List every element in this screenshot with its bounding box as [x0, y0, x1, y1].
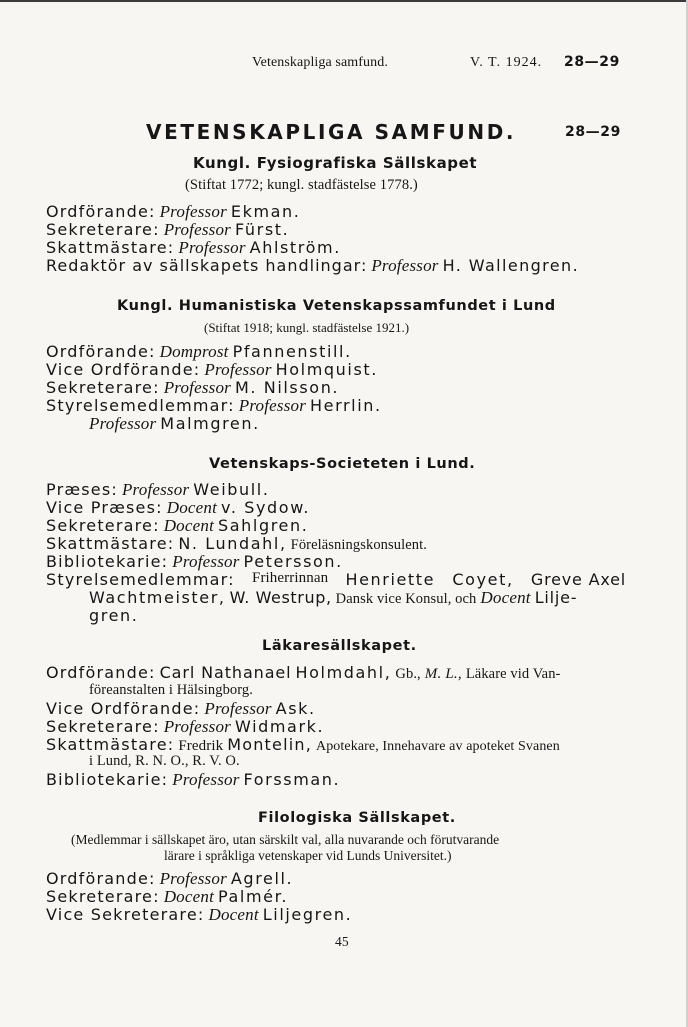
officer-line — [46, 699, 316, 719]
officer-line — [46, 887, 288, 907]
officer-name: Carl Nathanael — [159, 663, 292, 682]
officer-title: Professor — [163, 378, 231, 397]
officer-role: Vice Præses: — [46, 498, 163, 517]
officer-name: Malmgren. — [160, 414, 260, 433]
officer-role: Sekreterare: — [46, 717, 160, 736]
officer-line-continuation: gren. — [89, 606, 139, 625]
officer-line — [46, 220, 289, 240]
officer-description: Gb., — [395, 666, 421, 682]
officer-title: Professor — [172, 552, 240, 571]
officer-line — [46, 360, 378, 380]
section-note-fysiografiska: (Stiftat 1772; kungl. stadfästelse 1778.) — [185, 177, 418, 193]
officer-name: Forssman. — [243, 770, 341, 789]
officer-title: Docent — [163, 516, 214, 535]
officer-name: Ahlström. — [249, 238, 341, 257]
officer-title: Professor — [159, 202, 227, 221]
officer-title: Docent — [480, 588, 531, 607]
officer-name: Montelin, — [227, 735, 312, 754]
officer-role: Vice Ordförande: — [46, 699, 201, 718]
officer-line — [46, 498, 310, 518]
officer-name: Lilje- — [534, 588, 578, 607]
officer-line — [46, 717, 324, 737]
officer-title: Professor — [172, 770, 240, 789]
running-head-title: Vetenskapliga samfund. — [252, 55, 388, 70]
officer-role: Præses: — [46, 480, 118, 499]
officer-name: Petersson. — [243, 552, 343, 571]
officer-name: Liljegren. — [262, 905, 353, 924]
officer-role: Ordförande: — [46, 202, 156, 221]
officer-name: Sahlgren. — [218, 516, 309, 535]
officer-title: Docent — [208, 905, 259, 924]
officer-name: Henriette — [345, 570, 436, 589]
officer-line-continuation: föreanstalten i Hälsingborg. — [89, 682, 254, 698]
section-note-filologiska: (Medlemmar i sällskapet äro, utan särskilt val, alla nuvarande och förutvarande — [71, 832, 500, 847]
officer-name: Holmquist. — [275, 360, 378, 379]
officer-name: M. Nilsson. — [235, 378, 340, 397]
page-title: VETENSKAPLIGA SAMFUND. — [146, 120, 517, 144]
officer-line — [46, 905, 352, 925]
section-heading-societeten: Vetenskaps-Societeten i Lund. — [209, 456, 476, 472]
officer-name: Holmdahl, — [295, 663, 392, 682]
officer-name: H. Wallengren. — [442, 256, 580, 275]
officer-line — [46, 378, 339, 398]
section-heading-humanistiska: Kungl. Humanistiska Vetenskapssamfundet i Lund — [117, 298, 556, 314]
section-note-humanistiska: (Stiftat 1918; kungl. stadfästelse 1921.) — [204, 320, 410, 335]
officer-role: Vice Sekreterare: — [46, 905, 205, 924]
officer-title: Professor — [89, 414, 157, 433]
officer-name: Herrlin. — [310, 396, 382, 415]
officer-role: Redaktör av sällskapets handlingar: — [46, 256, 368, 275]
officer-title: Professor — [238, 396, 307, 415]
officer-line — [46, 396, 382, 416]
officer-title: Professor — [178, 238, 246, 257]
officer-role: Sekreterare: — [46, 516, 160, 535]
officer-name: Widmark. — [235, 717, 325, 736]
officer-role: Styrelsemedlemmar: — [46, 396, 235, 415]
officer-role: Skattmästare: — [46, 534, 175, 553]
officer-name: Palmér. — [218, 887, 289, 906]
officer-role: Bibliotekarie: — [46, 770, 169, 789]
section-heading-filologiska: Filologiska Sällskapet. — [258, 810, 456, 826]
officer-title: Fredrik — [178, 738, 224, 754]
officer-line — [46, 735, 560, 755]
page-top-edge — [0, 0, 688, 2]
officer-name: Ask. — [275, 699, 316, 718]
section-heading-fysiografiska: Kungl. Fysiografiska Sällskapet — [193, 154, 478, 172]
officer-title: Professor — [163, 717, 231, 736]
officer-description: Läkare vid Van- — [465, 666, 561, 682]
title-page-ref: 28—29 — [565, 124, 621, 140]
officer-role: Styrelsemedlemmar: — [46, 570, 235, 589]
officer-title: Professor — [371, 256, 439, 275]
officer-line — [89, 414, 260, 434]
officer-name: Coyet, — [452, 570, 514, 589]
officer-line — [46, 552, 343, 572]
officer-role: Sekreterare: — [46, 887, 160, 906]
officer-role: Skattmästare: — [46, 238, 175, 257]
running-head-ref: V. T. 1924. — [470, 55, 543, 70]
officer-title: Docent — [166, 498, 218, 517]
officer-name: Fürst. — [235, 220, 290, 239]
officer-line — [46, 663, 560, 683]
officer-line-continuation: i Lund, R. N. O., R. V. O. — [89, 753, 240, 769]
officer-title: Docent — [163, 887, 214, 906]
officer-line — [46, 480, 270, 500]
section-heading-lakaresallskapet: Läkaresällskapet. — [262, 638, 417, 654]
officer-line — [46, 256, 579, 276]
officer-line — [46, 202, 300, 222]
officer-title: Professor — [121, 480, 190, 499]
officer-role: Ordförande: — [46, 342, 156, 361]
officer-line — [46, 770, 340, 790]
officer-role: Sekreterare: — [46, 378, 160, 397]
officer-description: Föreläsningskonsulent. — [290, 537, 427, 553]
officer-name: W. Westrup, — [229, 588, 332, 607]
officer-name: Agrell. — [230, 869, 294, 888]
officer-title: Professor — [163, 220, 231, 239]
officer-line — [89, 588, 577, 608]
officer-role: Vice Ordförande: — [46, 360, 201, 379]
officer-line — [46, 570, 626, 589]
officer-name: Pfannenstill. — [232, 342, 352, 361]
officer-title: Professor — [159, 869, 227, 888]
page-number: 45 — [335, 934, 349, 949]
officer-role: Skattmästare: — [46, 735, 175, 754]
officer-name: Wachtmeister, — [89, 588, 226, 607]
officer-description: Apotekare, Innehavare av apoteket Svanen — [316, 739, 560, 754]
officer-line — [46, 534, 427, 554]
officer-name: Ekman. — [230, 202, 301, 221]
officer-line — [46, 342, 352, 362]
officer-name: Weibull. — [193, 480, 270, 499]
officer-line — [46, 869, 293, 889]
officer-title: Domprost — [159, 342, 229, 361]
officer-line — [46, 238, 341, 258]
officer-role: Sekreterare: — [46, 220, 160, 239]
running-head-pages: 28—29 — [564, 54, 620, 70]
officer-name: v. Sydow. — [221, 498, 311, 517]
officer-title: Friherrinnan — [252, 570, 329, 586]
officer-description: Dansk vice Konsul, och — [335, 591, 477, 607]
officer-role: Bibliotekarie: — [46, 552, 169, 571]
section-note-filologiska-cont: lärare i språkliga vetenskaper vid Lunds Universitet.) — [164, 848, 452, 863]
officer-role: Ordförande: — [46, 663, 156, 682]
officer-title: M. L., — [424, 666, 462, 682]
officer-title: Professor — [204, 699, 272, 718]
officer-title: Professor — [204, 360, 272, 379]
officer-name: N. Lundahl, — [178, 534, 287, 553]
officer-line — [46, 516, 308, 536]
officer-name: Greve Axel — [530, 570, 626, 589]
officer-role: Ordförande: — [46, 869, 156, 888]
